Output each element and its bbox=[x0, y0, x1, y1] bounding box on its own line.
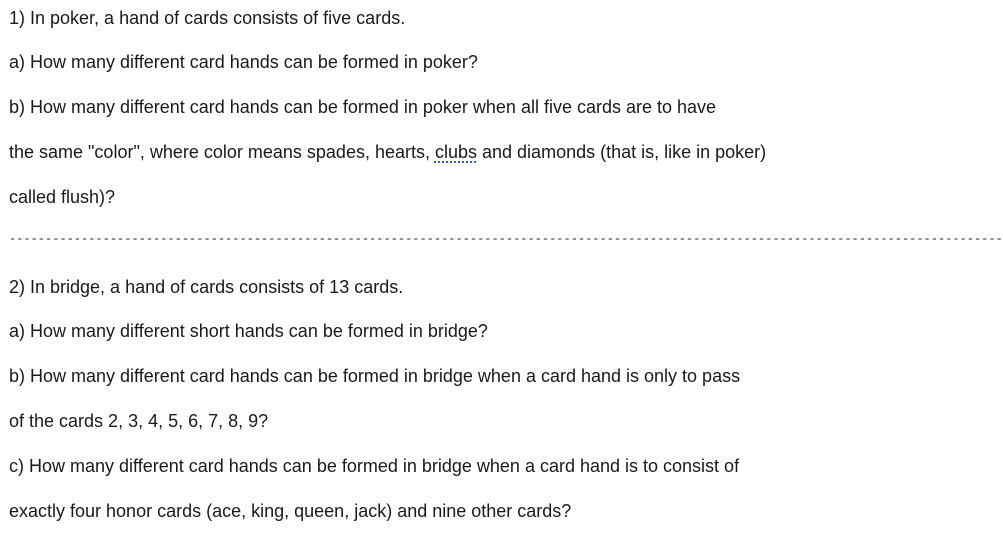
problem-1-part-b-line-1: b) How many different card hands can be formed in poker when all five cards are to have bbox=[9, 97, 717, 117]
spellcheck-flagged-word[interactable]: clubs bbox=[434, 142, 478, 162]
problem-2-part-a: a) How many different short hands can be formed in bridge? bbox=[9, 321, 488, 341]
problem-1-intro: 1) In poker, a hand of cards consists of five cards. bbox=[9, 8, 406, 28]
problem-1-part-a: a) How many different card hands can be formed in poker? bbox=[9, 52, 478, 72]
problem-2-part-c-line-1: c) How many different card hands can be formed in bridge when a card hand is to consist of bbox=[9, 456, 740, 476]
part-b-text-before: the same "color", where color means spades, hearts, bbox=[9, 142, 435, 162]
problem-2-intro: 2) In bridge, a hand of cards consists of 13 cards. bbox=[9, 277, 404, 297]
problem-2-part-b-line-2: of the cards 2, 3, 4, 5, 6, 7, 8, 9? bbox=[9, 411, 269, 431]
separator-line: ------------------------------------------------------------------------------------------------------------------------------------------ bbox=[9, 232, 1003, 246]
problem-1-part-b-line-3: called flush)? bbox=[9, 187, 116, 207]
part-b-text-after: and diamonds (that is, like in poker) bbox=[477, 142, 767, 162]
problem-2-part-c-line-2: exactly four honor cards (ace, king, queen, jack) and nine other cards? bbox=[9, 501, 572, 521]
problem-1-part-b-line-2 bbox=[9, 141, 766, 163]
problem-2-part-b-line-1: b) How many different card hands can be formed in bridge when a card hand is only to pass bbox=[9, 366, 741, 386]
